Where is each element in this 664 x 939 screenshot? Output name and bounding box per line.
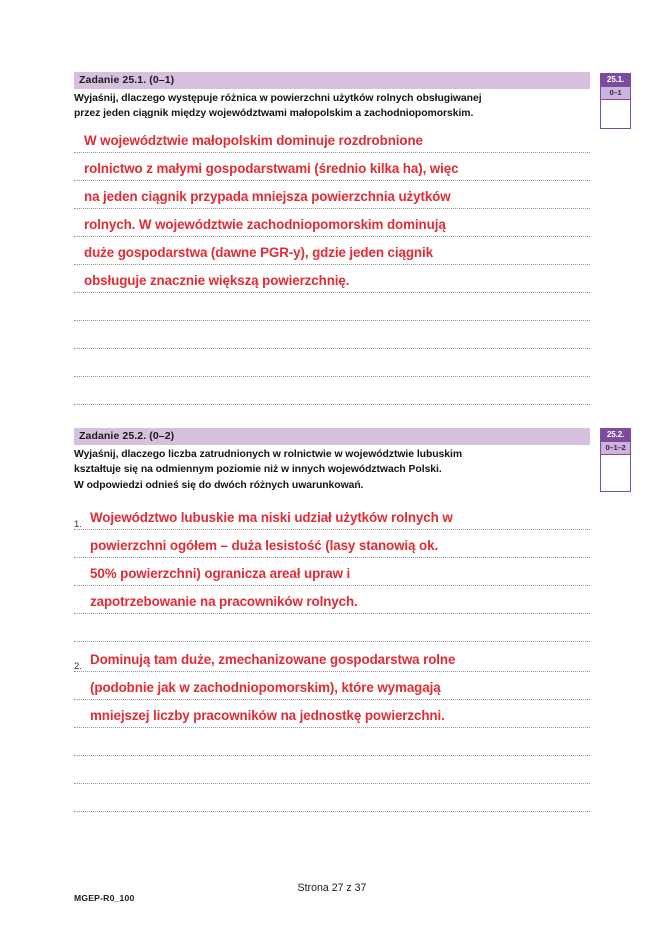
writing-rule [74,811,590,812]
task-25-2-answer-1-line-3: 50% powierzchni) ogranicza areał upraw i [90,566,351,582]
score-box-25-2-number: 25.2. [601,429,630,441]
task-25-2-answer-2-area[interactable] [74,649,590,794]
writing-rule [74,755,590,756]
task-25-2-heading: Zadanie 25.2. (0–2) [74,428,590,445]
score-box-25-1-mark-cell[interactable] [601,99,630,128]
task-25-1-answer-line-6: obsługuje znacznie większą powierzchnię. [84,272,350,288]
score-box-25-1[interactable] [600,73,631,129]
task-25-2-answer-2-line-3: mniejszej liczby pracowników na jednostkę powierzchni. [90,708,445,724]
writing-rule [74,320,590,321]
task-25-2-prompt-line-3: W odpowiedzi odnieś się do dwóch różnych uwarunkowań. [74,479,364,491]
task-25-2-prompt [74,447,590,493]
task-25-2-answer-2-line-1: Dominują tam duże, zmechanizowane gospodarstwa rolne [90,652,456,668]
footer-page-number: Strona 27 z 37 [297,882,367,894]
score-box-25-1-range: 0–1 [601,86,630,99]
task-25-2-prompt-line-2: kształtuje się na odmiennym poziomie niż w innych województwach Polski. [74,464,442,476]
answer-1-marker: 1. [74,519,82,531]
score-box-25-2[interactable] [600,428,631,492]
task-25-1-prompt-line-1: Wyjaśnij, dlaczego występuje różnica w powierzchni użytków rolnych obsługiwanej [74,93,482,105]
task-25-2-answer-2-line-2: (podobnie jak w zachodniopomorskim), które wymagają [90,680,441,696]
writing-rule [74,348,590,349]
task-25-1-heading: Zadanie 25.1. (0–1) [74,72,590,89]
task-25-1-answer-line-3: na jeden ciągnik przypada mniejsza powierzchnia użytków [84,188,451,204]
task-25-1-prompt-line-2: przez jeden ciągnik między województwami małopolskim a zachodniopomorskim. [74,108,474,120]
task-25-2-section [74,428,590,794]
score-box-25-2-mark-cell[interactable] [601,454,630,491]
task-25-1-answer-line-2: rolnictwo z małymi gospodarstwami (średnio kilka ha), więc [84,160,459,176]
task-25-1-answer-line-4: rolnych. W województwie zachodniopomorskim dominują [84,216,446,232]
score-box-25-2-range: 0–1–2 [601,441,630,454]
task-25-1-section [74,72,590,420]
answer-2-marker: 2. [74,661,82,673]
task-25-1-answer-area[interactable] [74,130,590,420]
task-25-1-prompt [74,91,590,122]
task-25-2-answer-1-line-2: powierzchni ogółem – duża lesistość (lasy stanowią ok. [90,538,439,554]
writing-rule [74,376,590,377]
task-25-2-answer-1-line-4: zapotrzebowanie na pracowników rolnych. [90,594,358,610]
writing-rule [74,641,590,642]
task-25-1-answer-line-1: W województwie małopolskim dominuje rozdrobnione [84,132,423,148]
task-25-2-answer-1-area[interactable] [74,507,590,647]
task-25-2-prompt-line-1: Wyjaśnij, dlaczego liczba zatrudnionych w rolnictwie w województwie lubuskim [74,449,463,461]
writing-rule [74,783,590,784]
task-25-2-answer-1-line-1: Województwo lubuskie ma niski udział użytków rolnych w [90,510,453,526]
task-25-1-answer-line-5: duże gospodarstwa (dawne PGR-y), gdzie jeden ciągnik [84,244,433,260]
footer-document-code: MGEP-R0_100 [74,893,135,903]
score-box-25-1-number: 25.1. [601,74,630,86]
writing-rule [74,404,590,405]
